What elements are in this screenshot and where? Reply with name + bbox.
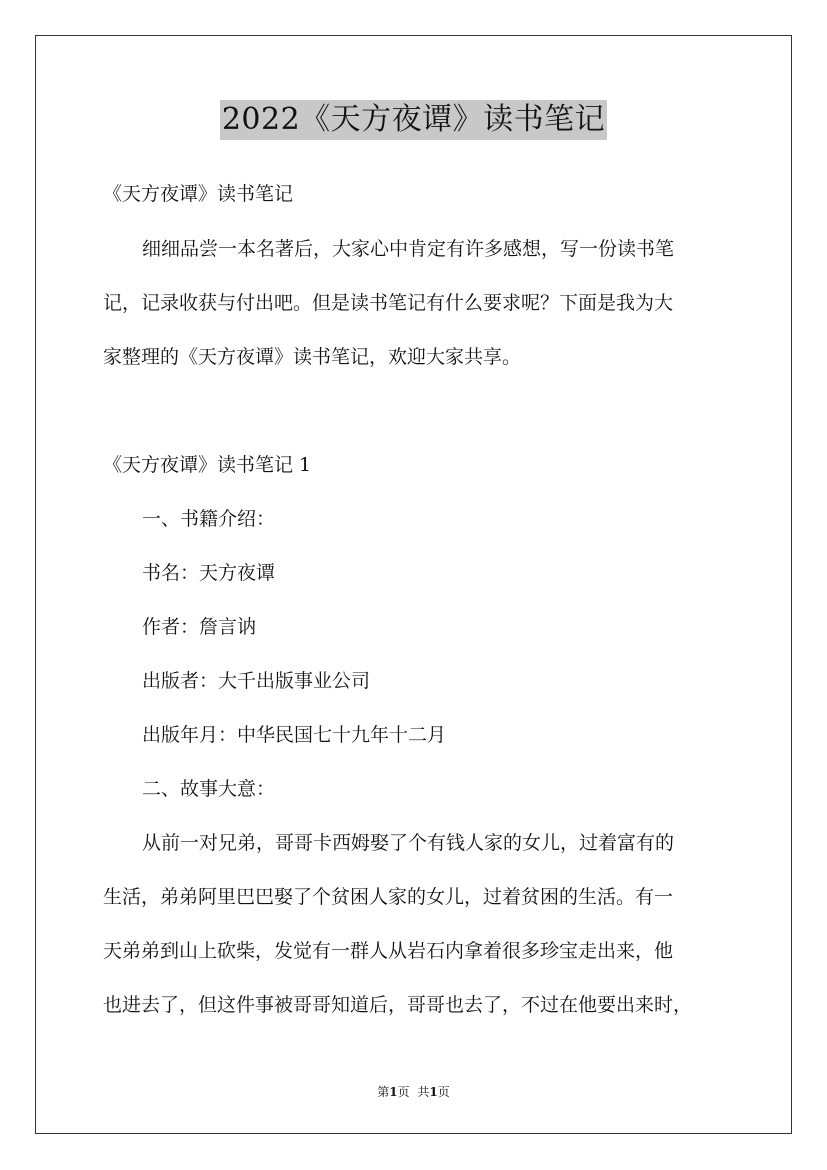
book-intro-heading: 一、书籍介绍： (142, 508, 276, 530)
story-line-1: 从前一对兄弟，哥哥卡西姆娶了个有钱人家的女儿，过着富有的 (142, 832, 675, 854)
footer-page-suffix: 页 (397, 1085, 410, 1099)
book-author: 作者：詹言讷 (142, 616, 257, 638)
document-subtitle: 《天方夜谭》读书笔记 (103, 183, 294, 205)
footer-total-number: 1 (429, 1085, 438, 1099)
footer-page-prefix: 第 (377, 1085, 390, 1099)
footer-total-prefix: 共 (417, 1085, 430, 1099)
intro-line-2: 记，记录收获与付出吧。但是读书笔记有什么要求呢？下面是我为大 (103, 292, 674, 314)
document-title: 2022《天方夜谭》读书笔记 (220, 100, 607, 140)
title-wrap (0, 100, 827, 140)
intro-line-1: 细细品尝一本名著后，大家心中肯定有许多感想，写一份读书笔 (142, 238, 675, 260)
page-footer (0, 1084, 827, 1100)
story-line-2: 生活，弟弟阿里巴巴娶了个贫困人家的女儿，过着贫困的生活。有一 (103, 886, 674, 908)
footer-page-number: 1 (389, 1085, 398, 1099)
book-name: 书名：天方夜谭 (142, 562, 276, 584)
book-publish-date: 出版年月：中华民国七十九年十二月 (142, 724, 447, 746)
footer-total-suffix: 页 (437, 1085, 450, 1099)
intro-line-3: 家整理的《天方夜谭》读书笔记，欢迎大家共享。 (103, 346, 522, 368)
story-line-3: 天弟弟到山上砍柴，发觉有一群人从岩石内拿着很多珍宝走出来，他 (103, 940, 674, 962)
story-heading: 二、故事大意： (142, 778, 276, 800)
section-heading: 《天方夜谭》读书笔记 1 (103, 454, 312, 476)
story-line-4: 也进去了，但这件事被哥哥知道后，哥哥也去了，不过在他要出来时， (103, 994, 693, 1016)
book-publisher: 出版者：大千出版事业公司 (142, 670, 371, 692)
